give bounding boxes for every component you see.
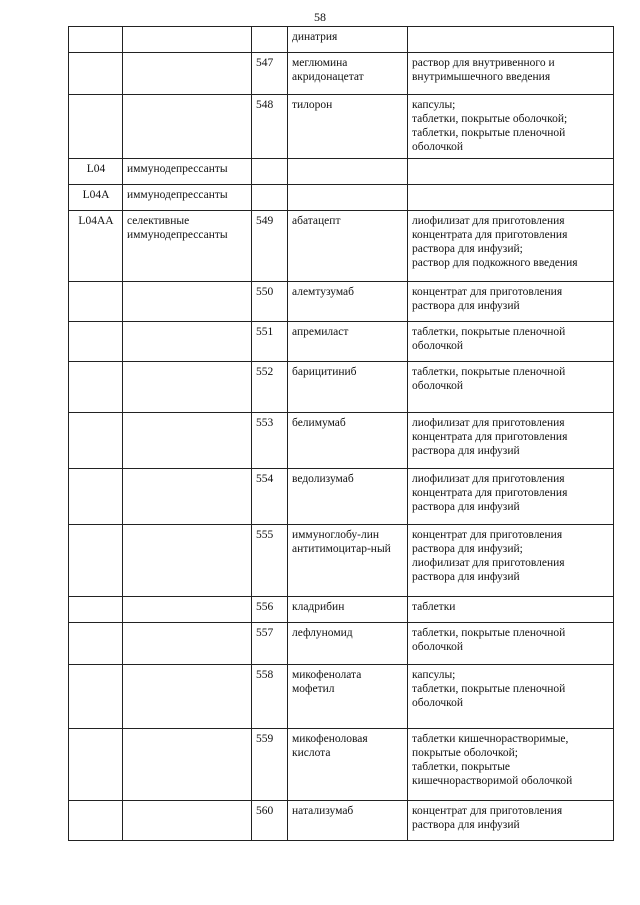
dosage-form-cell	[408, 525, 614, 597]
dosage-form-line: таблетки, покрытые пленочной	[412, 683, 566, 695]
group-name-cell	[123, 27, 252, 53]
table-row	[69, 362, 614, 413]
dosage-form-line: концентрата для приготовления	[412, 229, 568, 241]
dosage-form-line: таблетки, покрытые пленочной	[412, 326, 566, 338]
atc-code-cell	[69, 282, 123, 322]
dosage-form-line: лиофилизат для приготовления	[412, 557, 565, 569]
dosage-form-cell	[408, 322, 614, 362]
table-row	[69, 623, 614, 665]
dosage-form-cell	[408, 282, 614, 322]
atc-code-cell	[69, 801, 123, 841]
dosage-form-cell	[408, 623, 614, 665]
group-name-cell	[123, 322, 252, 362]
drug-name-cell: динатрия	[288, 27, 408, 53]
dosage-form-line: оболочкой	[412, 641, 464, 653]
item-number-cell: 549	[252, 211, 288, 282]
dosage-form-cell	[408, 597, 614, 623]
group-name-cell	[123, 525, 252, 597]
table-row	[69, 525, 614, 597]
dosage-form-line: таблетки, покрытые пленочной	[412, 627, 566, 639]
atc-code-cell	[69, 597, 123, 623]
dosage-form-line: оболочкой	[412, 697, 464, 709]
dosage-form-cell	[408, 53, 614, 95]
dosage-form-line: лиофилизат для приготовления	[412, 417, 565, 429]
dosage-form-line: концентрат для приготовления	[412, 286, 563, 298]
dosage-form-line: покрытые оболочкой;	[412, 747, 518, 759]
drug-name-cell: абатацепт	[288, 211, 408, 282]
dosage-form-line: капсулы;	[412, 99, 456, 111]
dosage-form-cell	[408, 665, 614, 729]
item-number-cell: 560	[252, 801, 288, 841]
atc-code-cell: L04A	[69, 185, 123, 211]
dosage-form-cell	[408, 211, 614, 282]
dosage-form-line: раствора для инфузий;	[412, 543, 523, 555]
dosage-form-line: концентрата для приготовления	[412, 487, 568, 499]
item-number-cell	[252, 159, 288, 185]
drug-name-cell: микофеноловая кислота	[288, 729, 408, 801]
table-row	[69, 159, 614, 185]
dosage-form-line: оболочкой	[412, 141, 464, 153]
atc-code-cell	[69, 95, 123, 159]
table-row	[69, 211, 614, 282]
table-row	[69, 27, 614, 53]
table-row	[69, 413, 614, 469]
table-row	[69, 469, 614, 525]
table-row	[69, 53, 614, 95]
item-number-cell: 553	[252, 413, 288, 469]
group-name-cell	[123, 665, 252, 729]
item-number-cell: 554	[252, 469, 288, 525]
table-row	[69, 665, 614, 729]
drug-name-cell	[288, 159, 408, 185]
dosage-form-cell	[408, 801, 614, 841]
drug-name-cell: барицитиниб	[288, 362, 408, 413]
dosage-form-line: таблетки кишечнорастворимые,	[412, 733, 569, 745]
table-row	[69, 801, 614, 841]
dosage-form-line: раствор для подкожного введения	[412, 257, 578, 269]
item-number-cell: 556	[252, 597, 288, 623]
item-number-cell: 555	[252, 525, 288, 597]
dosage-form-cell	[408, 729, 614, 801]
atc-code-cell	[69, 27, 123, 53]
group-name-cell	[123, 597, 252, 623]
group-name-cell	[123, 469, 252, 525]
atc-code-cell	[69, 469, 123, 525]
dosage-form-line: раствора для инфузий	[412, 501, 520, 513]
drug-name-cell: меглюмина акридонацетат	[288, 53, 408, 95]
dosage-form-line: оболочкой	[412, 380, 464, 392]
dosage-form-line: капсулы;	[412, 669, 456, 681]
dosage-form-cell	[408, 95, 614, 159]
dosage-form-line: лиофилизат для приготовления	[412, 473, 565, 485]
group-name-cell: селективные иммунодепрессанты	[123, 211, 252, 282]
dosage-form-line: раствора для инфузий	[412, 445, 520, 457]
item-number-cell: 551	[252, 322, 288, 362]
drug-name-cell: натализумаб	[288, 801, 408, 841]
group-name-cell: иммунодепрессанты	[123, 185, 252, 211]
atc-code-cell	[69, 53, 123, 95]
atc-code-cell: L04	[69, 159, 123, 185]
group-name-cell	[123, 53, 252, 95]
drug-table	[68, 26, 614, 841]
atc-code-cell	[69, 525, 123, 597]
dosage-form-cell	[408, 469, 614, 525]
dosage-form-line: раствор для внутривенного и	[412, 57, 555, 69]
dosage-form-line: концентрата для приготовления	[412, 431, 568, 443]
item-number-cell: 558	[252, 665, 288, 729]
atc-code-cell	[69, 665, 123, 729]
item-number-cell: 559	[252, 729, 288, 801]
group-name-cell	[123, 95, 252, 159]
table-row	[69, 729, 614, 801]
drug-name-cell: иммуноглобу-лин антитимоцитар-ный	[288, 525, 408, 597]
dosage-form-line: таблетки, покрытые	[412, 761, 511, 773]
page-number: 58	[314, 10, 326, 24]
item-number-cell: 548	[252, 95, 288, 159]
table-row	[69, 322, 614, 362]
dosage-form-line: внутримышечного введения	[412, 71, 551, 83]
group-name-cell	[123, 413, 252, 469]
dosage-form-line: таблетки, покрытые оболочкой;	[412, 113, 568, 125]
group-name-cell	[123, 623, 252, 665]
dosage-form-cell	[408, 27, 614, 53]
item-number-cell: 547	[252, 53, 288, 95]
drug-name-cell: кладрибин	[288, 597, 408, 623]
drug-name-cell: апремиласт	[288, 322, 408, 362]
dosage-form-line: лиофилизат для приготовления	[412, 215, 565, 227]
atc-code-cell	[69, 729, 123, 801]
table-row	[69, 185, 614, 211]
drug-name-cell: микофенолата мофетил	[288, 665, 408, 729]
dosage-form-line: концентрат для приготовления	[412, 805, 563, 817]
dosage-form-cell	[408, 159, 614, 185]
group-name-cell	[123, 801, 252, 841]
atc-code-cell	[69, 413, 123, 469]
item-number-cell	[252, 185, 288, 211]
drug-name-cell: тилорон	[288, 95, 408, 159]
drug-name-cell: лефлуномид	[288, 623, 408, 665]
dosage-form-line: таблетки, покрытые пленочной	[412, 127, 566, 139]
atc-code-cell: L04AA	[69, 211, 123, 282]
dosage-form-line: кишечнорастворимой оболочкой	[412, 775, 573, 787]
item-number-cell	[252, 27, 288, 53]
drug-name-cell: ведолизумаб	[288, 469, 408, 525]
group-name-cell	[123, 362, 252, 413]
item-number-cell: 552	[252, 362, 288, 413]
drug-name-cell	[288, 185, 408, 211]
group-name-cell	[123, 282, 252, 322]
atc-code-cell	[69, 322, 123, 362]
dosage-form-line: раствора для инфузий	[412, 571, 520, 583]
dosage-form-cell	[408, 413, 614, 469]
dosage-form-line: оболочкой	[412, 340, 464, 352]
table-row	[69, 95, 614, 159]
drug-name-cell: белимумаб	[288, 413, 408, 469]
dosage-form-cell	[408, 185, 614, 211]
group-name-cell: иммунодепрессанты	[123, 159, 252, 185]
dosage-form-line: раствора для инфузий;	[412, 243, 523, 255]
item-number-cell: 557	[252, 623, 288, 665]
dosage-form-line: раствора для инфузий	[412, 819, 520, 831]
table-row	[69, 597, 614, 623]
dosage-form-line: таблетки	[412, 601, 456, 613]
dosage-form-line: раствора для инфузий	[412, 300, 520, 312]
table-row	[69, 282, 614, 322]
dosage-form-line: таблетки, покрытые пленочной	[412, 366, 566, 378]
atc-code-cell	[69, 362, 123, 413]
drug-name-cell: алемтузумаб	[288, 282, 408, 322]
item-number-cell: 550	[252, 282, 288, 322]
dosage-form-cell	[408, 362, 614, 413]
dosage-form-line: концентрат для приготовления	[412, 529, 563, 541]
atc-code-cell	[69, 623, 123, 665]
group-name-cell	[123, 729, 252, 801]
